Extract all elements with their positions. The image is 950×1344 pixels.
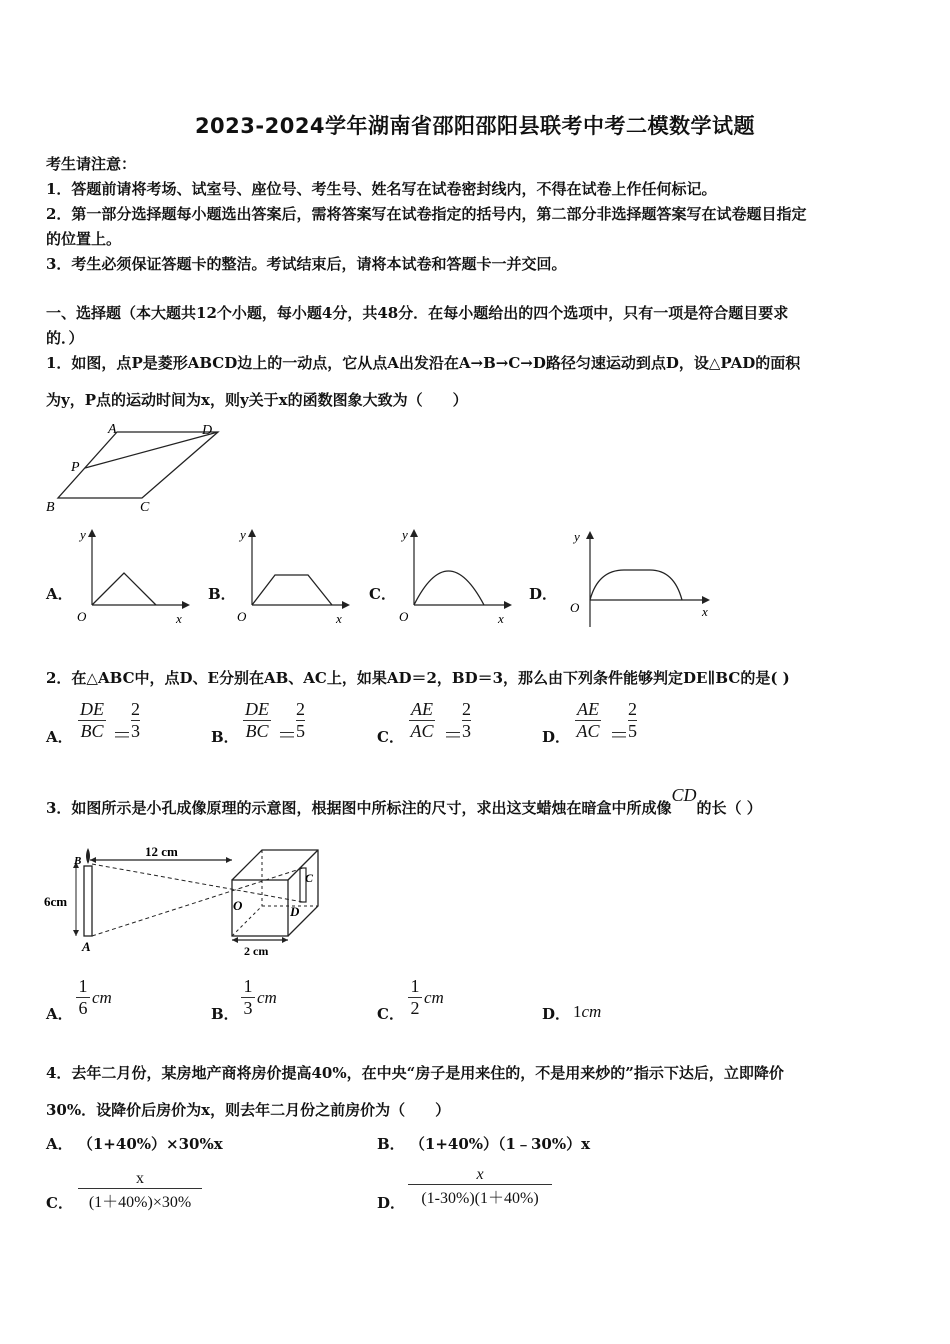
q2-option-d-label: D． — [542, 728, 571, 746]
svg-text:O: O — [77, 609, 87, 624]
q2-option-c-label: C． — [377, 728, 404, 746]
svg-text:x: x — [336, 611, 342, 626]
svg-text:O: O — [233, 898, 243, 913]
q4-option-a: A． （1+40%）×30%x — [46, 1135, 223, 1153]
svg-text:12 cm: 12 cm — [145, 844, 178, 859]
svg-text:D: D — [290, 904, 300, 919]
svg-text:2 cm: 2 cm — [244, 944, 269, 958]
question-4-text-cont: 30%．设降价后房价为x，则去年二月份之前房价为（ ） — [46, 1101, 451, 1119]
page-title: 2023-2024学年湖南省邵阳邵阳县联考中考二模数学试题 — [194, 114, 756, 138]
q4-option-c-label: C． — [46, 1194, 73, 1212]
section-heading: 一、选择题（本大题共12个小题，每小题4分，共48分．在每小题给出的四个选项中，只有一项是符合题目要求 — [46, 304, 789, 322]
graph-option-b — [230, 525, 355, 630]
notice-item: 1．答题前请将考场、试室号、座位号、考生号、姓名写在试卷密封线内，不得在试卷上作任何标记。 — [46, 180, 717, 198]
svg-text:y: y — [80, 527, 86, 542]
question-1-text: 1．如图，点P是菱形ABCD边上的一动点，它从点A出发沿在A→B→C→D路径匀速运动到点D，设△PAD的面积 — [46, 354, 801, 372]
option-c-label: C． — [369, 585, 396, 603]
svg-text:C: C — [305, 871, 314, 885]
q3-option-d-value: 1cm — [573, 1002, 602, 1021]
graph-option-d — [562, 525, 722, 630]
q2-option-a-label: A． — [46, 728, 73, 746]
svg-text:O: O — [570, 600, 580, 615]
graph-option-c — [392, 525, 517, 630]
option-b-label: B． — [208, 585, 236, 603]
q3-option-a-label: A． — [46, 1005, 73, 1023]
graph-option-a — [70, 525, 195, 630]
vertex-label-d: D — [202, 423, 213, 438]
q3-option-c-label: C． — [377, 1005, 404, 1023]
q3-option-c-fraction: 1 2 — [408, 976, 422, 1019]
svg-text:B: B — [74, 855, 82, 867]
svg-text:O: O — [237, 609, 247, 624]
q4-option-b: B． （1+40%）（1﹣30%）x — [377, 1135, 591, 1153]
pinhole-figure — [40, 840, 330, 960]
option-a-label: A． — [46, 585, 73, 603]
question-4-text: 4．去年二月份，某房地产商将房价提高40%，在中央“房子是用来住的，不是用来炒的”指示下达后，立即降价 — [46, 1064, 784, 1082]
svg-text:y: y — [574, 529, 580, 544]
q2-option-b-label: B． — [211, 728, 239, 746]
svg-text:x: x — [702, 604, 708, 619]
q3-option-d-label: D． — [542, 1005, 571, 1023]
svg-text:x: x — [498, 611, 504, 626]
cd-label: CD — [671, 785, 697, 805]
q2-option-d-fraction: $\frac{AE}{AC}$ — [576, 699, 600, 741]
q2-option-b-fraction: $\frac{DE}{BC}$ — [245, 699, 269, 741]
q3-option-b-label: B． — [211, 1005, 239, 1023]
option-d-label: D． — [529, 585, 558, 603]
question-2-text: 2．在△ABC中，点D、E分别在AB、AC上，如果AD＝2，BD＝3，那么由下列条件能够判定DE∥BC的是( ) — [46, 669, 790, 687]
rhombus-figure — [40, 420, 230, 520]
point-label-p: P — [71, 460, 80, 475]
q2-option-c-fraction: $\frac{AE}{AC}$ — [410, 699, 434, 741]
q3-option-b-fraction: 1 3 — [241, 976, 255, 1019]
q4-option-c-fraction: x (1＋40%)×30% — [78, 1170, 202, 1212]
svg-text:A: A — [82, 939, 91, 954]
svg-text:x: x — [176, 611, 182, 626]
notice-heading: 考生请注意： — [46, 155, 137, 173]
q4-option-d-fraction: x (1-30%)(1＋40%) — [408, 1166, 552, 1208]
vertex-label-b: B — [46, 500, 55, 515]
svg-text:y: y — [240, 527, 246, 542]
question-3-text: 3．如图所示是小孔成像原理的示意图，根据图中所标注的尺寸，求出这支蜡烛在暗盒中所成像CD的长（ ） — [46, 785, 762, 817]
question-1-text-cont: 为y，P点的运动时间为x，则y关于x的函数图象大致为（ ） — [46, 391, 468, 409]
section-heading-cont: 的．） — [46, 329, 84, 347]
vertex-label-a: A — [108, 422, 117, 437]
svg-text:O: O — [399, 609, 409, 624]
notice-item: 的位置上。 — [46, 230, 122, 248]
q3-option-a-fraction: 1 6 — [76, 976, 90, 1019]
vertex-label-c: C — [140, 500, 150, 515]
svg-text:y: y — [402, 527, 408, 542]
q2-option-a-fraction: $\frac{DE}{BC}$ — [80, 699, 104, 741]
notice-item: 3．考生必须保证答题卡的整洁。考试结束后，请将本试卷和答题卡一并交回。 — [46, 255, 567, 273]
q4-option-d-label: D． — [377, 1194, 406, 1212]
notice-item: 2．第一部分选择题每小题选出答案后，需将答案写在试卷指定的括号内，第二部分非选择题答案写在试卷题目指定 — [46, 205, 807, 223]
svg-text:6cm: 6cm — [44, 894, 68, 909]
